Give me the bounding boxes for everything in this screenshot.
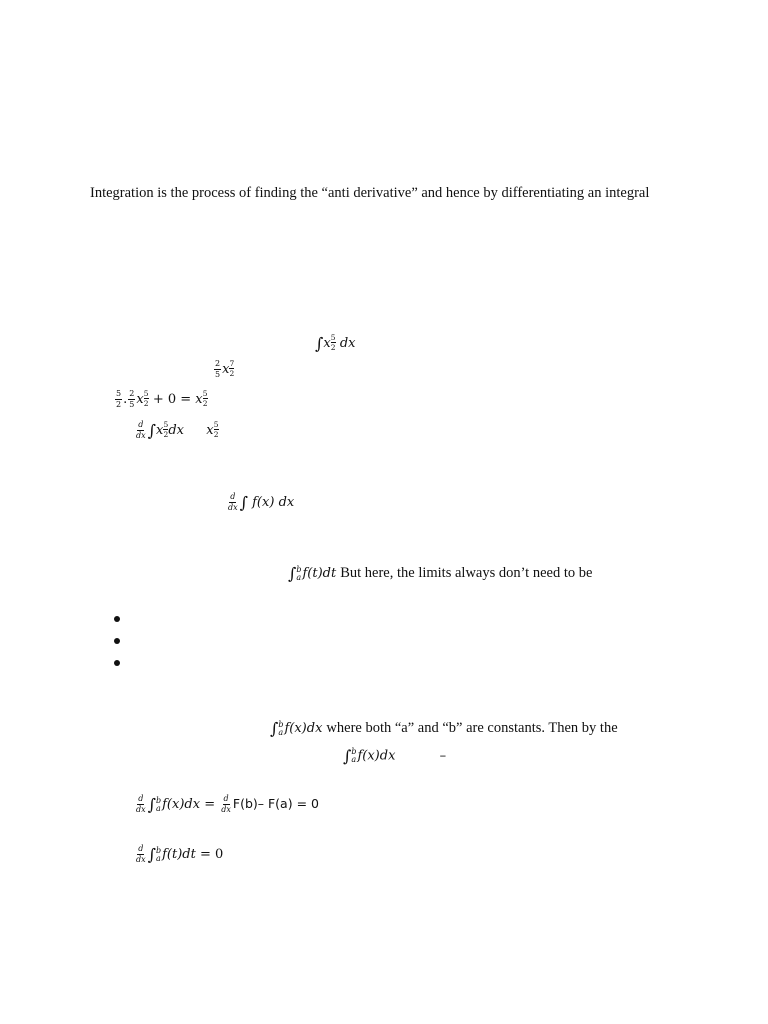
limits-note: But here, the limits always don’t need to be	[340, 565, 593, 581]
derivative-definite-integral-zero: $\frac{d}{dx}$ ∫ b a f(x)dx = $\frac{d}{dx}$ F(b)– F(a) = 0	[136, 794, 319, 814]
constants-note: where both “a” and “b” are constants. Then by the	[326, 720, 618, 736]
list-bullet	[114, 638, 120, 644]
antiderivative-result: $\frac{2}{5}$ x $\frac{7}{2}$	[215, 359, 235, 379]
derivative-of-indefinite-integral: $\frac{d}{dx}$ ∫ f(x) dx	[228, 492, 295, 512]
constants-line: ∫ b a f(x)dx where both “a” and “b” are constants. Then by the	[270, 719, 618, 738]
derivative-definite-integral-t-zero: $\frac{d}{dx}$ ∫ b a f(t)dt = 0	[136, 844, 224, 864]
intro-paragraph: Integration is the process of finding the “anti derivative” and hence by differentiating an integral	[90, 185, 650, 201]
derivative-check: $\frac{5}{2}$ . $\frac{2}{5}$ x $\frac{5}{2}$ + 0 = x $\frac{5}{2}$	[116, 389, 208, 409]
definite-integral-line: ∫ b a f(t)dt But here, the limits always don’t need to be	[288, 564, 593, 583]
definite-integral-fx: ∫ b a f(x)dx –	[343, 746, 447, 766]
derivative-of-integral: $\frac{d}{dx}$ ∫x $\frac{5}{2}$ dx x $\frac{5}{2}$	[136, 420, 219, 440]
list-bullet	[114, 660, 120, 666]
integral-x-five-halves: ∫x $\frac{5}{2}$ dx	[315, 333, 356, 353]
list-bullet	[114, 616, 120, 622]
